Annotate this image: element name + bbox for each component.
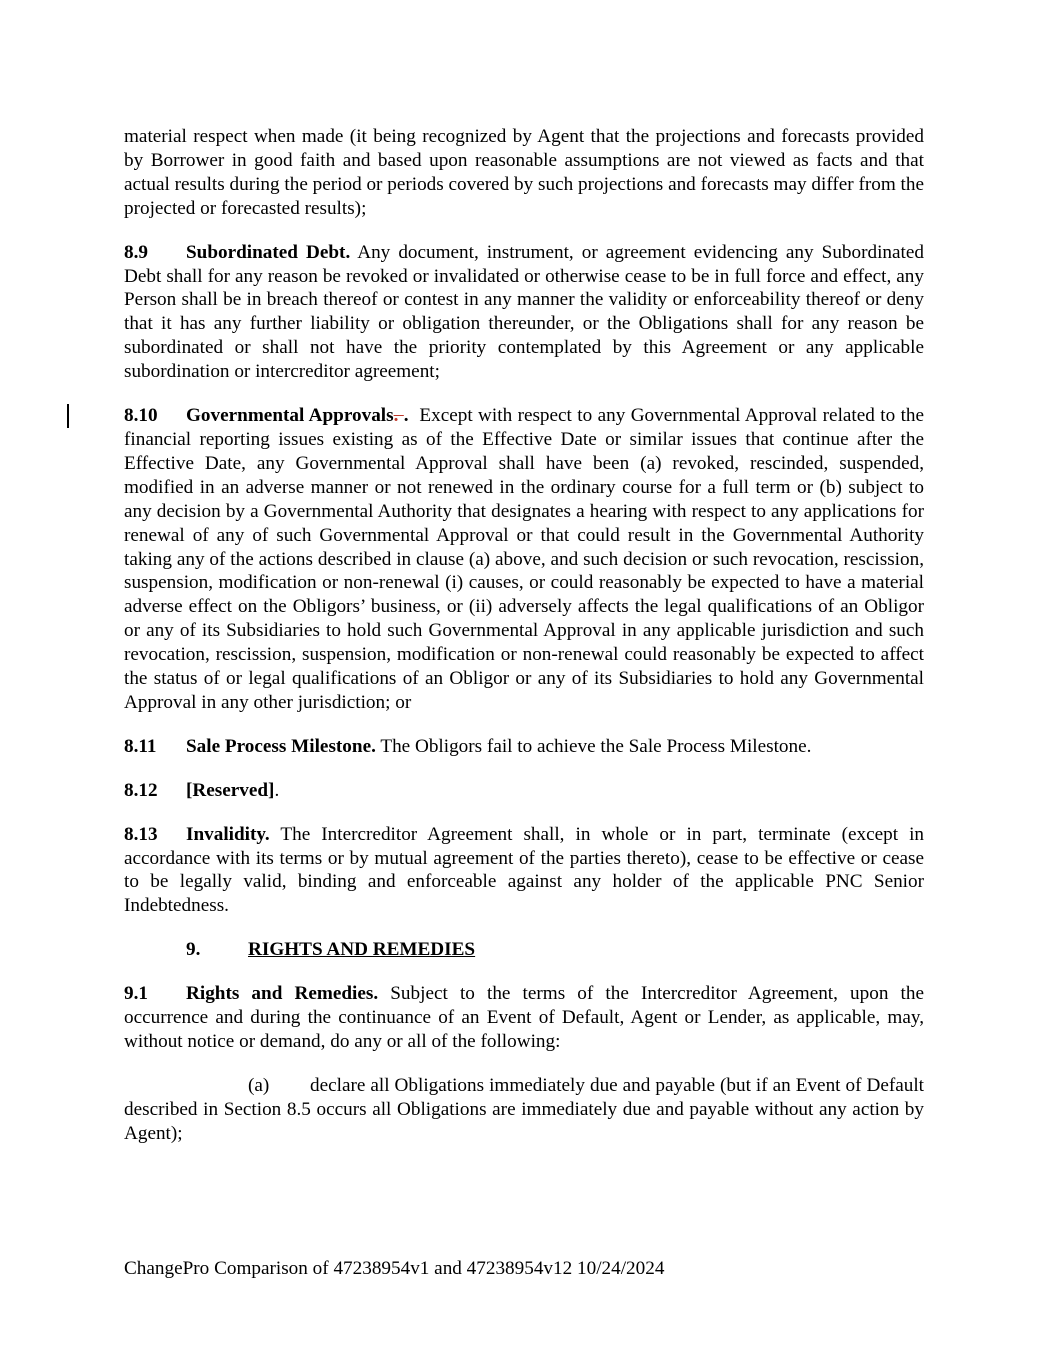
section-body: The Intercreditor Agreement shall, in whole or in part, terminate (except in accordance with its terms or by mutual agreement of the parties thereto), cease to be effective or cease to be legally valid, binding and enforceable against any holder of the applicable PNC Senior Indebtedness. [124,823,925,917]
section-body: The Obligors fail to achieve the Sale Process Milestone. [380,735,812,757]
clause-label: (a) [248,1074,270,1096]
revision-change-bar [67,404,69,428]
clause-body: declare all Obligations immediately due and payable (but if an Event of Default described in Section 8.5 occurs all Obligations are immediately due and payable without any action by Agent); [124,1074,924,1144]
intro-paragraph: material respect when made (it being recognized by Agent that the projections and forecasts provided by Borrower in good faith and based upon reasonable assumptions are not viewed as facts and that actual results during the period or periods covered by such projections and forecasts may differ from the projected or forecasted results); [124,126,924,219]
article-9-heading [186,938,924,962]
section-number: 8.10 [124,405,158,427]
section-title: Governmental Approvals [186,405,394,427]
section-number: 9.1 [124,983,148,1005]
section-number: 8.12 [124,779,158,801]
article-number: 9. [186,939,201,961]
page-footer: ChangePro Comparison of 47238954v1 and 47238954v12 10/24/2024 [124,1258,665,1279]
section-8-9 [124,241,924,384]
section-title: Subordinated Debt. [186,241,351,263]
section-9-1 [124,982,924,1054]
section-title-end: . [403,405,409,427]
section-title: Sale Process Milestone. [186,735,376,757]
section-8-10 [124,404,924,715]
deleted-text: . [393,405,404,427]
section-title: [Reserved] [186,779,275,801]
section-body: . [274,779,280,801]
section-title: Rights and Remedies. [186,983,379,1005]
section-8-12 [124,779,924,803]
section-number: 8.9 [124,241,148,263]
section-8-11 [124,735,924,759]
section-number: 8.13 [124,823,158,845]
clause-a [124,1074,924,1146]
section-number: 8.11 [124,735,157,757]
section-title: Invalidity. [186,823,270,845]
section-body: Any document, instrument, or agreement evidencing any Subordinated Debt shall for any reason be revoked or invalidated or otherwise cease to be in full force and effect, any Person shall be in breach thereof or contest in any manner the validity or enforceability thereof or deny that it has any further liability or obligation thereunder, or the Obligations shall for any reason be subordinated or shall not have the priority contemplated by this Agreement or any applicable subordination or intercreditor agreement; [124,241,924,383]
section-8-13 [124,823,924,919]
section-body: Subject to the terms of the Intercreditor Agreement, upon the occurrence and during the continuance of an Event of Default, Agent or Lender, as applicable, may, without notice or demand, do any or all of the following: [124,983,924,1052]
document-page [124,125,924,1146]
section-body: Except with respect to any Governmental Approval related to the financial reporting issues existing as of the Effective Date or similar issues that continue after the Effective Date, any Governmental Approval shall have been (a) revoked, rescinded, suspended, modified in an adverse manner or not renewed in the ordinary course for a full term or (b) subject to any decision by a Governmental Authority that designates a hearing with respect to any applications for renewal of any of such Governmental Approval or that could result in the Governmental Authority taking any of the actions described in clause (a) above, and such decision or such revocation, rescission, suspension, modification or non-renewal (i) causes, or could reasonably be expected to have a material adverse effect on the Obligors’ business, or (ii) adversely affects the legal qualifications of an Obligor or any of its Subsidiaries to hold such Governmental Approval in any applicable jurisdiction and such revocation, rescission, suspension, modification or non-renewal could reasonably be expected to affect the status of or legal qualifications of an Obligor or any of its Subsidiaries to hold any Governmental Approval in any other jurisdiction; or [124,405,925,713]
article-title: RIGHTS AND REMEDIES [248,939,476,961]
